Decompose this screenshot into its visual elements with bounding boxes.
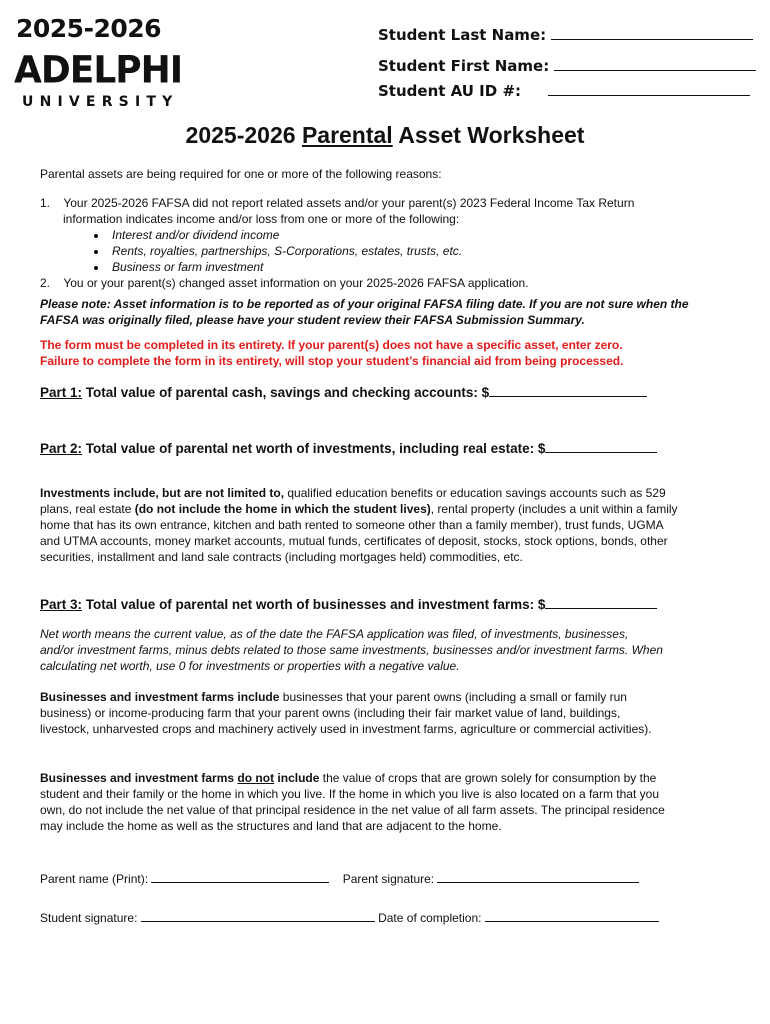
reason-1: 1. Your 2025-2026 FAFSA did not report related assets and/or your parent(s) 2023 Federal Income Tax Return information indicates income and/or loss from one or more of the following: • Interest and/or dividend income • Rents, royalties, partnerships, S-Corporations, estates, trusts, etc. • Business or farm investment 2. You or your parent(s) changed asset information on your 2025-2026 FAFSA application.: [40, 195, 740, 291]
adelphi-logo-subtitle: UNIVERSITY: [22, 94, 179, 110]
last-name-label: Student Last Name:: [378, 26, 547, 44]
list-item: • Interest and/or dividend income: [108, 227, 740, 243]
part-2: Part 2: Total value of parental net worth of investments, including real estate: $: [40, 441, 657, 456]
part-1-amount-field[interactable]: [489, 385, 647, 397]
investments-definition: Investments include, but are not limited to, qualified education benefits or education savings accounts such as 529 plans, real estate (do not include the home in which the student lives), rental property (includes a unit within a family home that has its own entrance, kitchen and bath rented to someone other than a family member), trust funds, UGMA and UTMA accounts, money market accounts, mutual funds, certificates of deposit, stocks, stock options, bonds, other securities, installment and land sale contracts (including mortgages held) commodities, etc.: [40, 486, 678, 564]
au-id-field[interactable]: [548, 83, 750, 96]
part-3: Part 3: Total value of parental net worth of businesses and investment farms: $: [40, 597, 657, 612]
signature-row-1: Parent name (Print): Parent signature:: [40, 871, 740, 887]
parent-name-field[interactable]: [151, 871, 329, 883]
header-year: 2025-2026: [16, 14, 162, 43]
part-2-amount-field[interactable]: [545, 441, 657, 453]
list-item: • Rents, royalties, partnerships, S-Corporations, estates, trusts, etc.: [108, 243, 740, 259]
signature-row-2: Student signature: Date of completion:: [40, 910, 740, 926]
first-name-field[interactable]: [554, 58, 756, 71]
completion-date-field[interactable]: [485, 910, 659, 922]
intro-text: Parental assets are being required for one or more of the following reasons:: [40, 167, 442, 181]
businesses-include: Businesses and investment farms include businesses that your parent owns (including a small or family run business) or income-producing farm that your parent owns (including their fair market value of land, buildings, livestock, unharvested crops and machinery actively used in investment farms, agriculture or commercial activities).: [40, 690, 652, 736]
filing-date-note: Please note: Asset information is to be reported as of your original FAFSA filing date. If you are not sure when the FAFSA was originally filed, please have your student review their FAFSA Submission Summary.: [40, 297, 689, 327]
au-id-label: Student AU ID #:: [378, 82, 522, 100]
adelphi-logo: ADELPHI: [14, 48, 183, 92]
net-worth-definition: Net worth means the current value, as of the date the FAFSA application was filed, of investments, businesses, and/or investment farms, minus debts related to those same investments, businesses and/or investment farms. When calculating net worth, use 0 for investments or properties with a negative value.: [40, 627, 663, 673]
completion-warning: The form must be completed in its entirety. If your parent(s) does not have a specific asset, enter zero. Failure to complete the form in its entirety, will stop your student’s financial aid from being processed.: [40, 338, 624, 368]
last-name-field[interactable]: [551, 27, 753, 40]
last-name-row: [378, 26, 753, 44]
first-name-row: [378, 57, 756, 75]
list-item: • Business or farm investment: [108, 259, 740, 275]
parent-signature-field[interactable]: [437, 871, 639, 883]
au-id-row: [378, 82, 750, 100]
part-1: Part 1: Total value of parental cash, savings and checking accounts: $: [40, 385, 647, 400]
student-signature-field[interactable]: [141, 910, 375, 922]
first-name-label: Student First Name:: [378, 57, 550, 75]
businesses-exclude: Businesses and investment farms do not include the value of crops that are grown solely for consumption by the student and their family or the home in which you live. If the home in which you live is also located on a farm that you own, do not include the net value of that principal residence in the net value of all farm assets. The principal residence may include the home as well as the structures and land that are adjacent to the home.: [40, 771, 665, 833]
page-title: 2025-2026 Parental Asset Worksheet: [185, 122, 585, 148]
reason-bullets: [40, 227, 740, 275]
part-3-amount-field[interactable]: [545, 597, 657, 609]
